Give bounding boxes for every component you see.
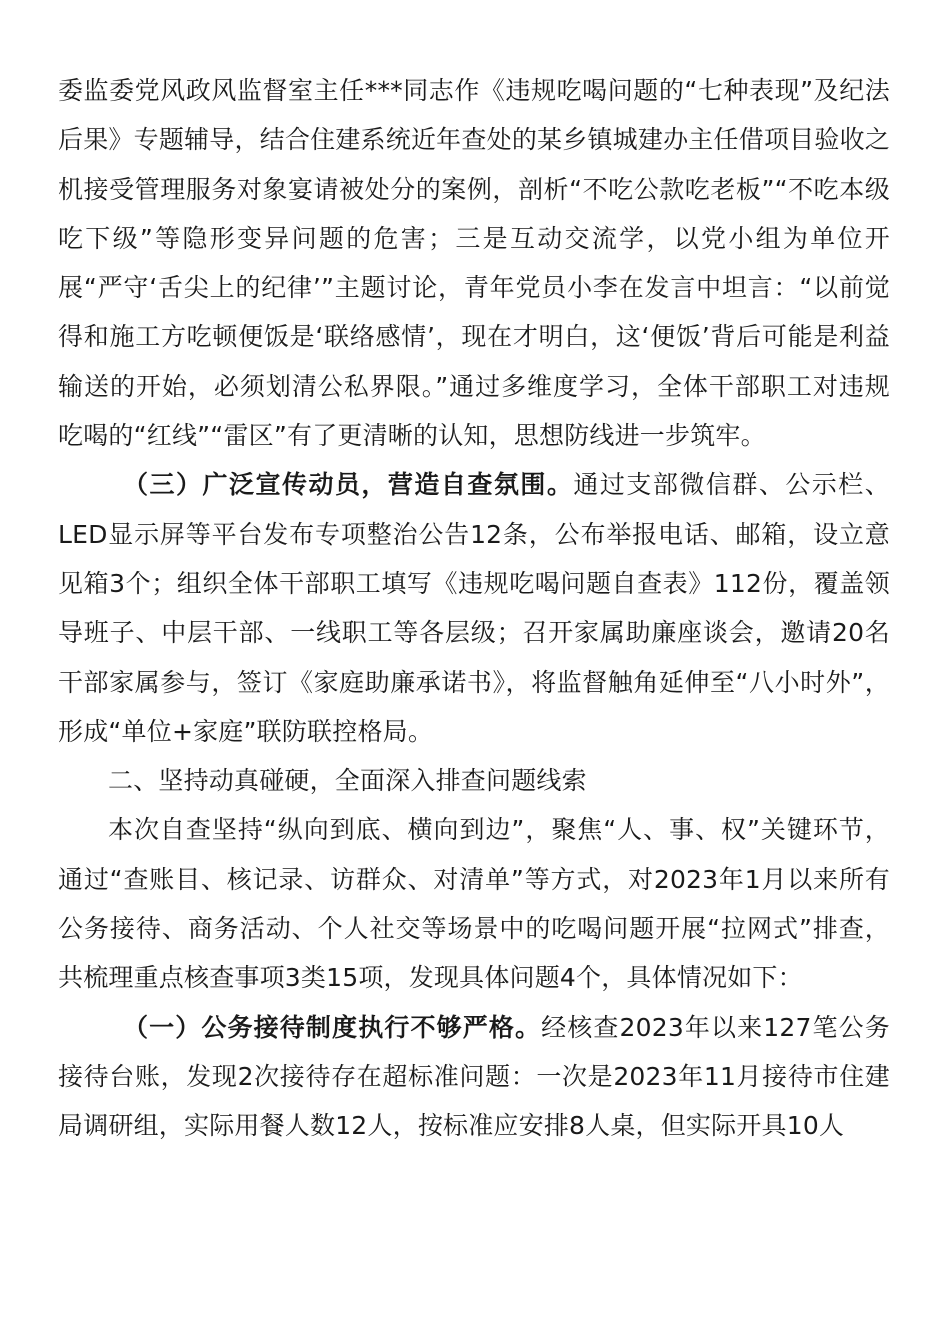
paragraph-investigation-overview: 本次自查坚持“纵向到底、横向到边”，聚焦“人、事、权”关键环节，通过“查账目、核记录、访群众、对清单”等方式，对2023年1月以来所有公务接待、商务活动、个人社交等场景中的吃喝问题开展“拉网式”排查，共梳理重点核查事项3类15项，发现具体问题4个，具体情况如下： xyxy=(58,815,890,993)
paragraph-study-summary: 委监委党风政风监督室主任***同志作《违规吃喝问题的“七种表现”及纪法后果》专题辅导，结合住建系统近年查处的某乡镇城建办主任借项目验收之机接受管理服务对象宴请被处分的案例，剖析“不吃公款吃老板”“不吃本级吃下级”等隐形变异问题的危害；三是互动交流学，以党小组为单位开展“严守‘舌尖上的纪律’”主题讨论，青年党员小李在发言中坦言：“以前觉得和施工方吃顿便饭是‘联络感情’，现在才明白，这‘便饭’背后可能是利益输送的开始，必须划清公私界限。”通过多维度学习，全体干部职工对违规吃喝的“红线”“雷区”有了更清晰的认知，思想防线进一步筑牢。 xyxy=(58,76,890,451)
paragraph-publicity xyxy=(58,460,890,756)
paragraph-reception-body: 经核查2023年以来127笔公务接待台账，发现2次接待存在超标准问题：一次是2023年11月接待市住建局调研组，实际用餐人数12人，按标准应安排8人桌，但实际开具10人 xyxy=(58,1012,890,1141)
section-heading-investigation: 二、坚持动真碰硬，全面深入排查问题线索 xyxy=(108,766,587,796)
paragraph-publicity-body: 通过支部微信群、公示栏、LED显示屏等平台发布专项整治公告12条，公布举报电话、邮箱，设立意见箱3个；组织全体干部职工填写《违规吃喝问题自查表》112份，覆盖领导班子、中层干部、一线职工等各层级；召开家属助廉座谈会，邀请20名干部家属参与，签订《家庭助廉承诺书》，将监督触角延伸至“八小时外”，形成“单位+家庭”联防联控格局。 xyxy=(58,470,890,746)
section-heading-publicity: （三）广泛宣传动员，营造自查氛围。 xyxy=(123,470,574,500)
section-heading-reception: （一）公务接待制度执行不够严格。 xyxy=(123,1012,542,1042)
document-body xyxy=(58,66,890,1151)
paragraph-reception-issue xyxy=(58,1003,890,1151)
